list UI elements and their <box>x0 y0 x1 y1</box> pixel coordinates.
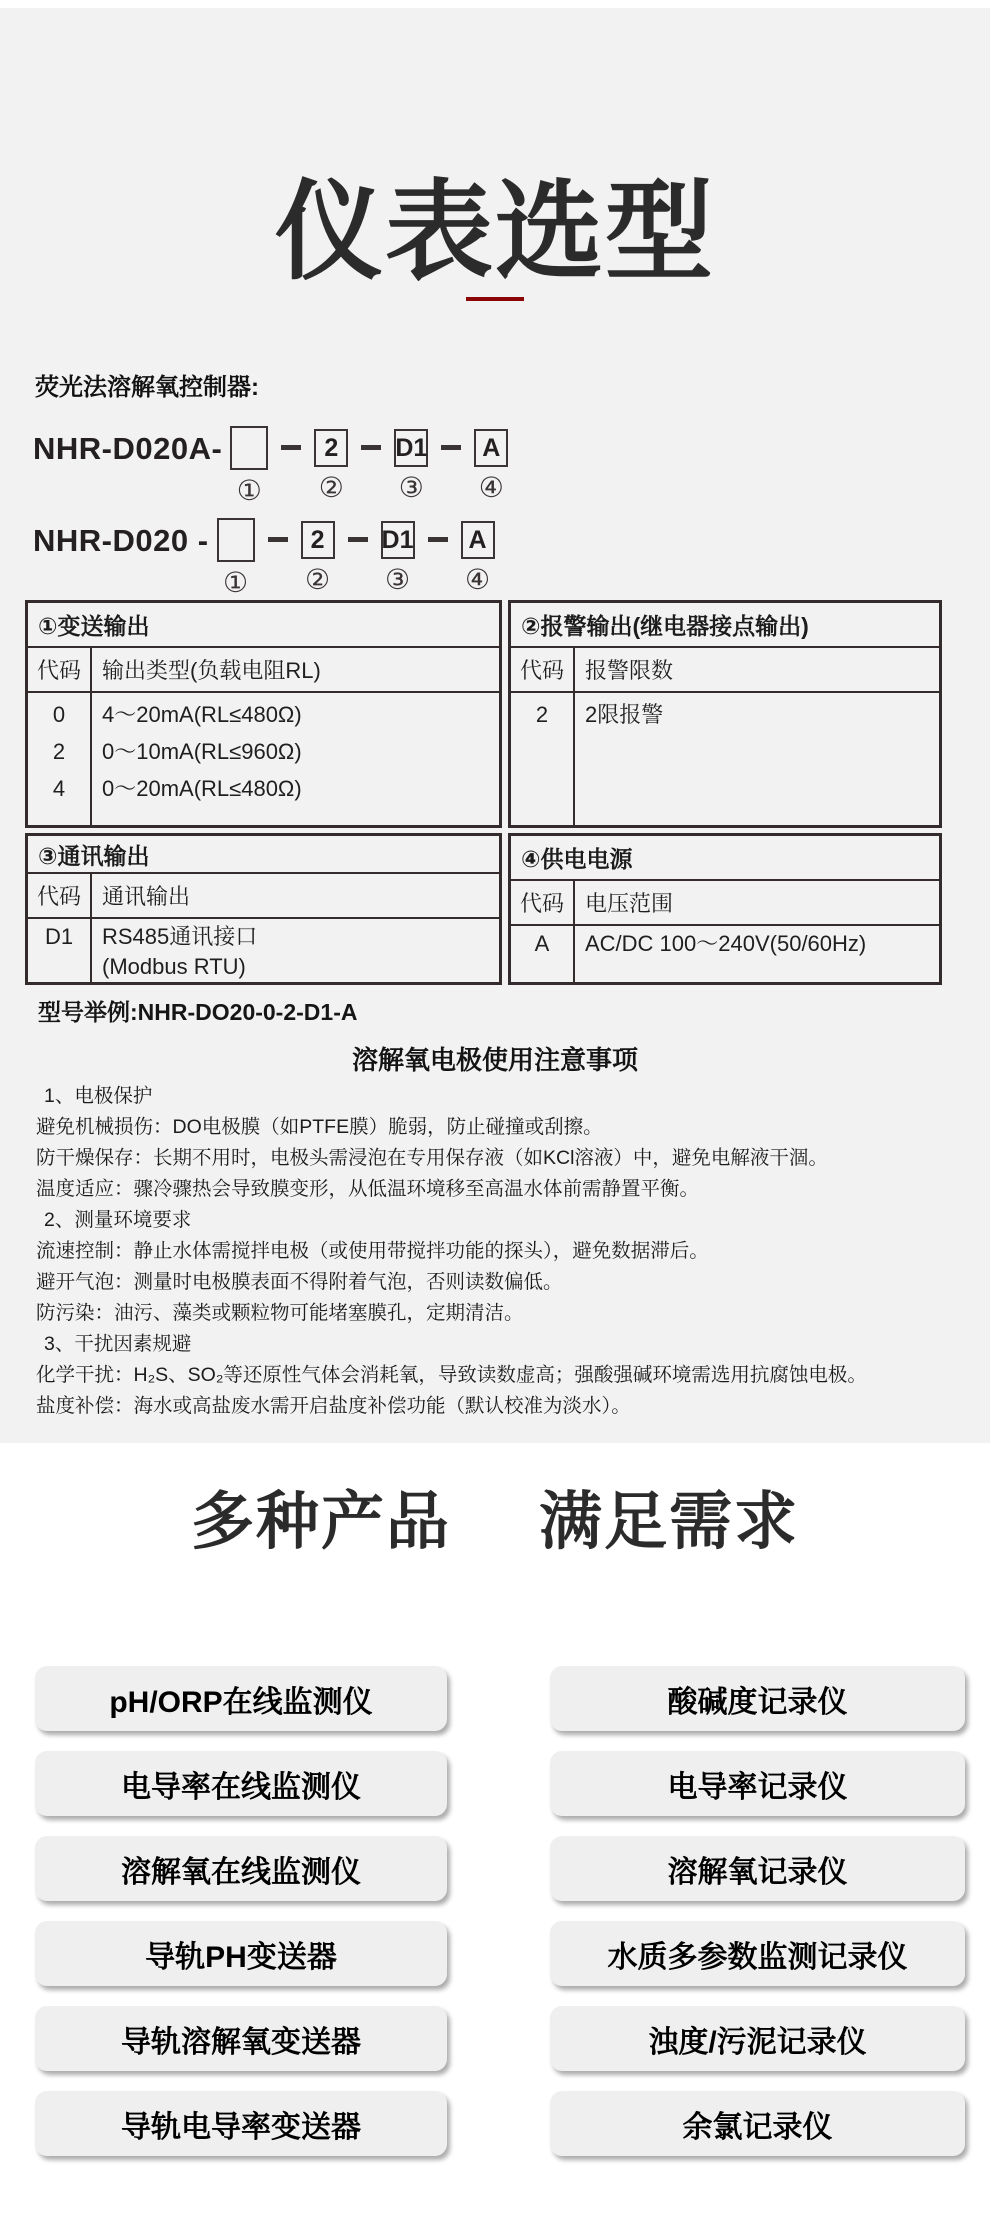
code-column <box>511 926 575 982</box>
note-line: 1、电极保护 <box>44 1085 153 1107</box>
model-segment <box>230 426 268 506</box>
dash <box>348 537 368 542</box>
desc-column <box>575 926 939 982</box>
note-line: 流速控制：静止水体需搅拌电极（或使用带搅拌功能的探头），避免数据滞后。 <box>36 1240 709 1262</box>
desc-cell: 2限报警 <box>585 702 664 727</box>
note-line: 盐度补偿：海水或高盐废水需开启盐度补偿功能（默认校准为淡水）。 <box>36 1395 631 1417</box>
product-button[interactable]: pH/ORP在线监测仪 <box>35 1666 447 1731</box>
model-segment <box>381 518 415 595</box>
selection-table <box>25 600 965 985</box>
dash <box>268 537 288 542</box>
desc-cell: 4～20mA(RL≤480Ω) <box>102 702 302 727</box>
electrode-notes <box>36 1081 962 1422</box>
desc-column <box>92 693 499 825</box>
dash <box>441 445 461 450</box>
note-line: 温度适应：骤冷骤热会导致膜变形，从低温环境移至高温水体前需静置平衡。 <box>36 1178 700 1200</box>
page-title: 仪表选型 <box>274 171 715 292</box>
model-segment <box>314 426 348 503</box>
note-line: 2、测量环境要求 <box>44 1209 192 1231</box>
desc-cell: 0～10mA(RL≤960Ω) <box>102 739 302 764</box>
model-segment <box>301 518 335 595</box>
model-box-blank <box>217 518 255 562</box>
model-box-2: 2 <box>314 429 348 467</box>
table-section-comm <box>25 833 502 985</box>
desc-cell: 0～20mA(RL≤480Ω) <box>102 776 302 801</box>
circled-2: ② <box>318 472 344 503</box>
model-prefix-2: NHR-D020 - <box>33 523 209 558</box>
note-line: 防干燥保存：长期不用时，电极头需浸泡在专用保存液（如KCl溶液）中，避免电解液干涸。 <box>36 1147 828 1169</box>
model-box-d1: D1 <box>381 521 415 559</box>
circled-4: ④ <box>464 564 491 595</box>
products-title <box>0 1489 990 1555</box>
model-segment <box>474 426 508 503</box>
table-section-transmission <box>25 600 502 828</box>
circled-1: ① <box>222 567 249 598</box>
col-header-code: 代码 <box>28 874 92 917</box>
circled-3: ③ <box>384 564 411 595</box>
code-cell: 0 <box>52 702 66 727</box>
model-box-a: A <box>474 429 508 467</box>
model-prefix-1: NHR-D020A- <box>33 431 223 466</box>
product-button[interactable]: 导轨电导率变送器 <box>35 2091 447 2156</box>
section-body <box>28 693 499 825</box>
section-title: ①变送输出 <box>28 603 499 648</box>
desc-cell: RS485通讯接口 <box>102 924 258 949</box>
model-row-1 <box>33 426 990 506</box>
circled-3: ③ <box>398 472 424 503</box>
product-buttons <box>35 1666 965 2156</box>
model-example: 型号举例:NHR-DO20-0-2-D1-A <box>38 999 358 1025</box>
col-header-code: 代码 <box>28 648 92 691</box>
note-line: 避免机械损伤：DO电极膜（如PTFE膜）脆弱，防止碰撞或刮擦。 <box>36 1116 603 1138</box>
product-button[interactable]: 溶解氧在线监测仪 <box>35 1836 447 1901</box>
product-button[interactable]: 浊度/污泥记录仪 <box>550 2006 965 2071</box>
notes-heading: 溶解氧电极使用注意事项 <box>351 1045 638 1075</box>
column-headers <box>511 881 939 926</box>
col-header-desc: 报警限数 <box>585 658 674 683</box>
products-section <box>0 1443 990 2156</box>
section-title: ②报警输出(继电器接点输出) <box>511 603 939 648</box>
col-header-code: 代码 <box>511 648 575 691</box>
section-body <box>28 919 499 982</box>
code-column <box>511 693 575 825</box>
col-header-desc: 通讯输出 <box>102 884 191 909</box>
code-column <box>28 919 92 982</box>
model-box-2: 2 <box>301 521 335 559</box>
table-section-alarm <box>508 600 942 828</box>
code-cell: 2 <box>52 739 66 764</box>
table-section-power <box>508 833 942 985</box>
column-headers <box>511 648 939 693</box>
col-header-code: 代码 <box>511 881 575 924</box>
model-segment <box>461 518 495 595</box>
code-cell: D1 <box>44 924 74 949</box>
section-title: ④供电电源 <box>511 836 939 881</box>
product-button[interactable]: 电导率记录仪 <box>550 1751 965 1816</box>
code-cell: 4 <box>52 776 66 801</box>
section-body <box>511 926 939 982</box>
model-segment <box>394 426 428 503</box>
product-column-right <box>550 1666 965 2156</box>
selection-section <box>0 8 990 1443</box>
note-line: 防污染：油污、藻类或颗粒物可能堵塞膜孔，定期清洁。 <box>36 1302 524 1324</box>
col-header-desc: 电压范围 <box>585 891 674 916</box>
code-cell: 2 <box>535 702 549 727</box>
products-title-right: 满足需求 <box>539 1487 799 1557</box>
code-column <box>28 693 92 825</box>
product-column-left <box>35 1666 447 2156</box>
product-button[interactable]: 水质多参数监测记录仪 <box>550 1921 965 1986</box>
controller-subtitle: 荧光法溶解氧控制器: <box>35 374 259 401</box>
circled-2: ② <box>304 564 331 595</box>
note-line: 避开气泡：测量时电极膜表面不得附着气泡，否则读数偏低。 <box>36 1271 563 1293</box>
title-underline <box>466 297 524 301</box>
product-button[interactable]: 余氯记录仪 <box>550 2091 965 2156</box>
model-box-a: A <box>461 521 495 559</box>
desc-cell: (Modbus RTU) <box>102 954 246 979</box>
section-body <box>511 693 939 825</box>
column-headers <box>28 874 499 919</box>
code-cell: A <box>534 931 550 956</box>
circled-1: ① <box>236 475 262 506</box>
desc-column <box>92 919 499 982</box>
note-line: 3、干扰因素规避 <box>44 1333 192 1355</box>
product-button[interactable]: 导轨PH变送器 <box>35 1921 447 1986</box>
column-headers <box>28 648 499 693</box>
desc-column <box>575 693 939 825</box>
dash <box>428 537 448 542</box>
model-segment <box>217 518 255 598</box>
dash <box>361 445 381 450</box>
section-title: ③通讯输出 <box>28 836 499 874</box>
col-header-desc: 输出类型(负载电阻RL) <box>102 658 321 683</box>
products-title-left: 多种产品 <box>191 1487 451 1557</box>
model-code-diagram <box>33 426 990 598</box>
product-button[interactable]: 溶解氧记录仪 <box>550 1836 965 1901</box>
model-box-blank <box>230 426 268 470</box>
dash <box>281 445 301 450</box>
product-button[interactable]: 电导率在线监测仪 <box>35 1751 447 1816</box>
circled-4: ④ <box>478 472 504 503</box>
desc-cell: AC/DC 100～240V(50/60Hz) <box>585 931 867 956</box>
note-line: 化学干扰：H₂S、SO₂等还原性气体会消耗氧，导致读数虚高；强酸强碱环境需选用抗腐蚀电极。 <box>36 1364 867 1386</box>
product-button[interactable]: 导轨溶解氧变送器 <box>35 2006 447 2071</box>
product-button[interactable]: 酸碱度记录仪 <box>550 1666 965 1731</box>
model-row-2 <box>33 518 990 598</box>
model-box-d1: D1 <box>394 429 428 467</box>
